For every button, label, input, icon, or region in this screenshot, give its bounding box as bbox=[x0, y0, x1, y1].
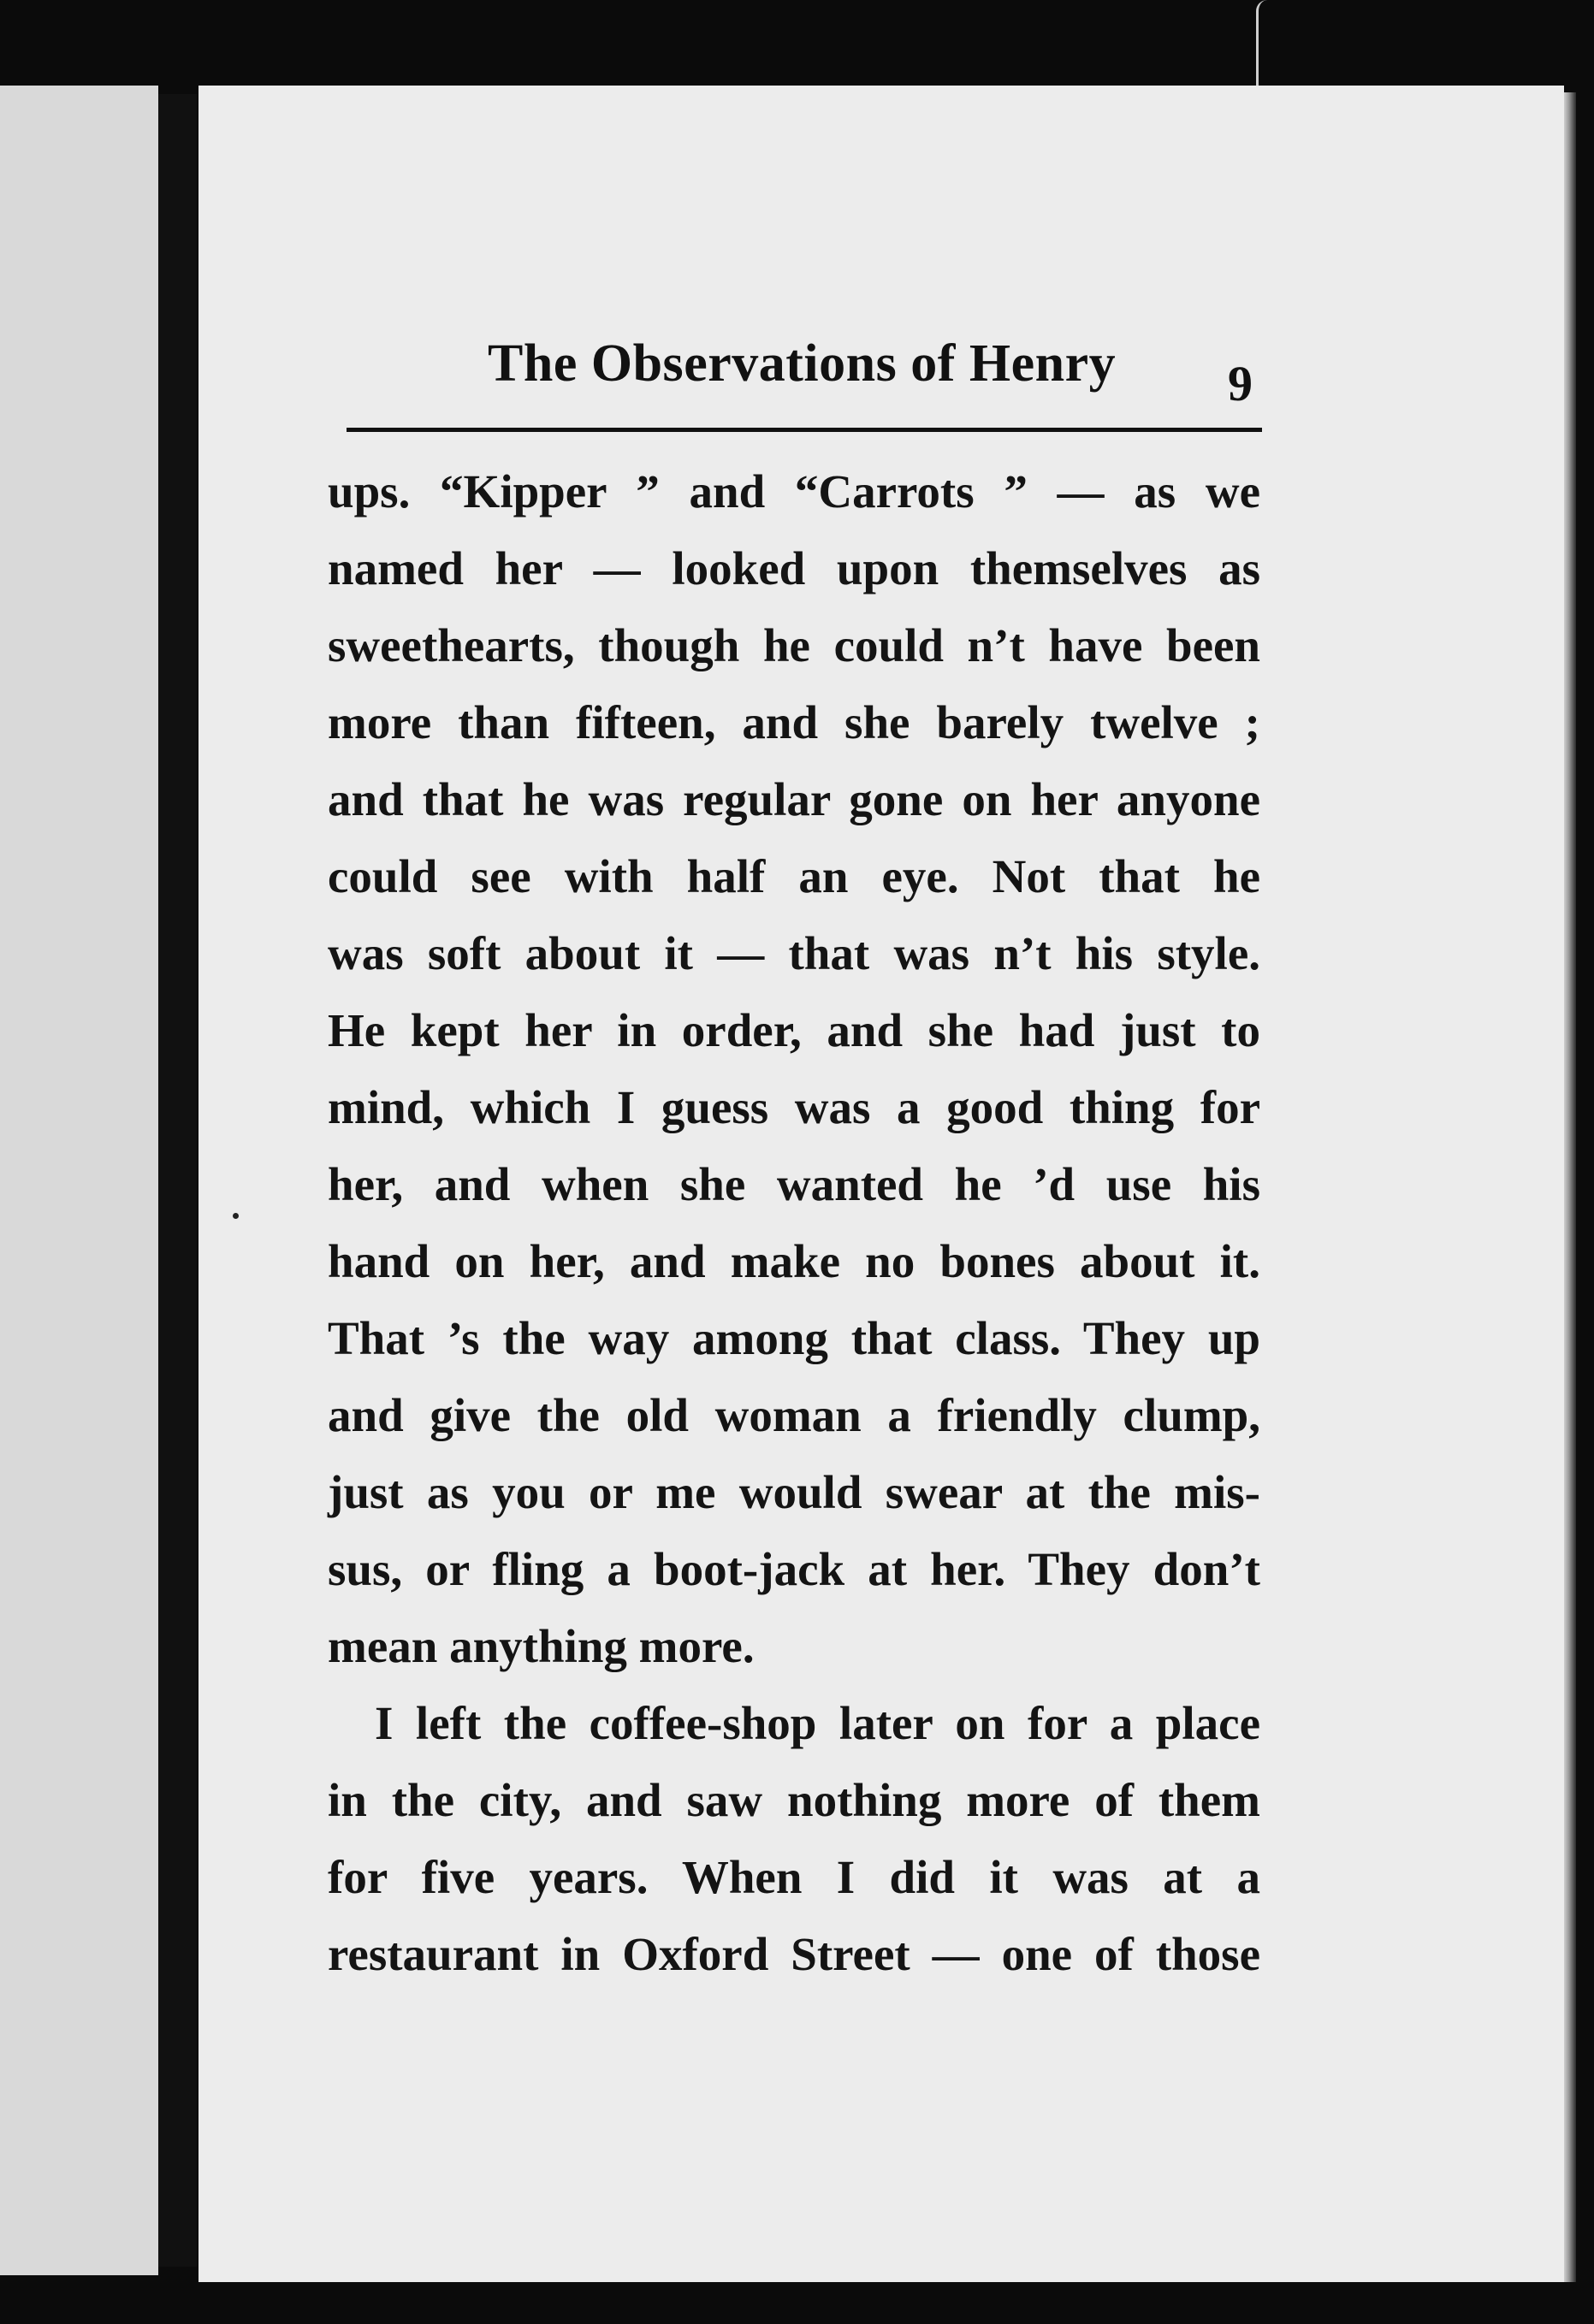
text-line: in the city, and saw nothing more of them bbox=[328, 1774, 1260, 1826]
text-line: restaurant in Oxford Street — one of those bbox=[328, 1928, 1260, 1980]
text-line: I left the coffee-shop later on for a place bbox=[375, 1697, 1260, 1749]
text-line: for five years. When I did it was at a bbox=[328, 1851, 1260, 1903]
text-line: more than fifteen, and she barely twelve ; bbox=[328, 696, 1260, 748]
body-text bbox=[328, 453, 1260, 1993]
paragraph-1 bbox=[328, 453, 1260, 1685]
text-line: was soft about it — that was n’t his style. bbox=[328, 927, 1260, 979]
page-header bbox=[342, 321, 1262, 432]
page-right-edge bbox=[1564, 92, 1576, 2282]
running-head: The Observations of Henry bbox=[488, 334, 1117, 393]
text-line: just as you or me would swear at the mis- bbox=[328, 1466, 1260, 1518]
text-line: and that he was regular gone on her anyone bbox=[328, 773, 1260, 825]
text-line: ups. “Kipper ” and “Carrots ” — as we bbox=[328, 465, 1260, 517]
header-rule bbox=[347, 428, 1262, 432]
text-line: mean anything more. bbox=[328, 1620, 755, 1672]
text-line: sus, or fling a boot-jack at her. They don’t bbox=[328, 1543, 1260, 1595]
facing-page-edge bbox=[0, 86, 158, 2275]
book-spine bbox=[158, 94, 197, 2267]
page-number: 9 bbox=[1228, 356, 1253, 411]
text-line: and give the old woman a friendly clump, bbox=[328, 1389, 1260, 1441]
text-line: That ’s the way among that class. They up bbox=[328, 1312, 1260, 1364]
text-line: could see with half an eye. Not that he bbox=[328, 850, 1260, 902]
text-line: He kept her in order, and she had just to bbox=[328, 1004, 1260, 1056]
text-line: mind, which I guess was a good thing for bbox=[328, 1081, 1260, 1133]
text-line: hand on her, and make no bones about it. bbox=[328, 1235, 1260, 1287]
text-line: named her — looked upon themselves as bbox=[328, 542, 1260, 594]
text-line: sweethearts, though he could n’t have been bbox=[328, 619, 1260, 671]
text-line: her, and when she wanted he ’d use his bbox=[328, 1158, 1260, 1210]
paragraph-2 bbox=[328, 1685, 1260, 1993]
paper-tear-mark bbox=[1256, 0, 1267, 94]
ink-speck bbox=[233, 1213, 239, 1219]
